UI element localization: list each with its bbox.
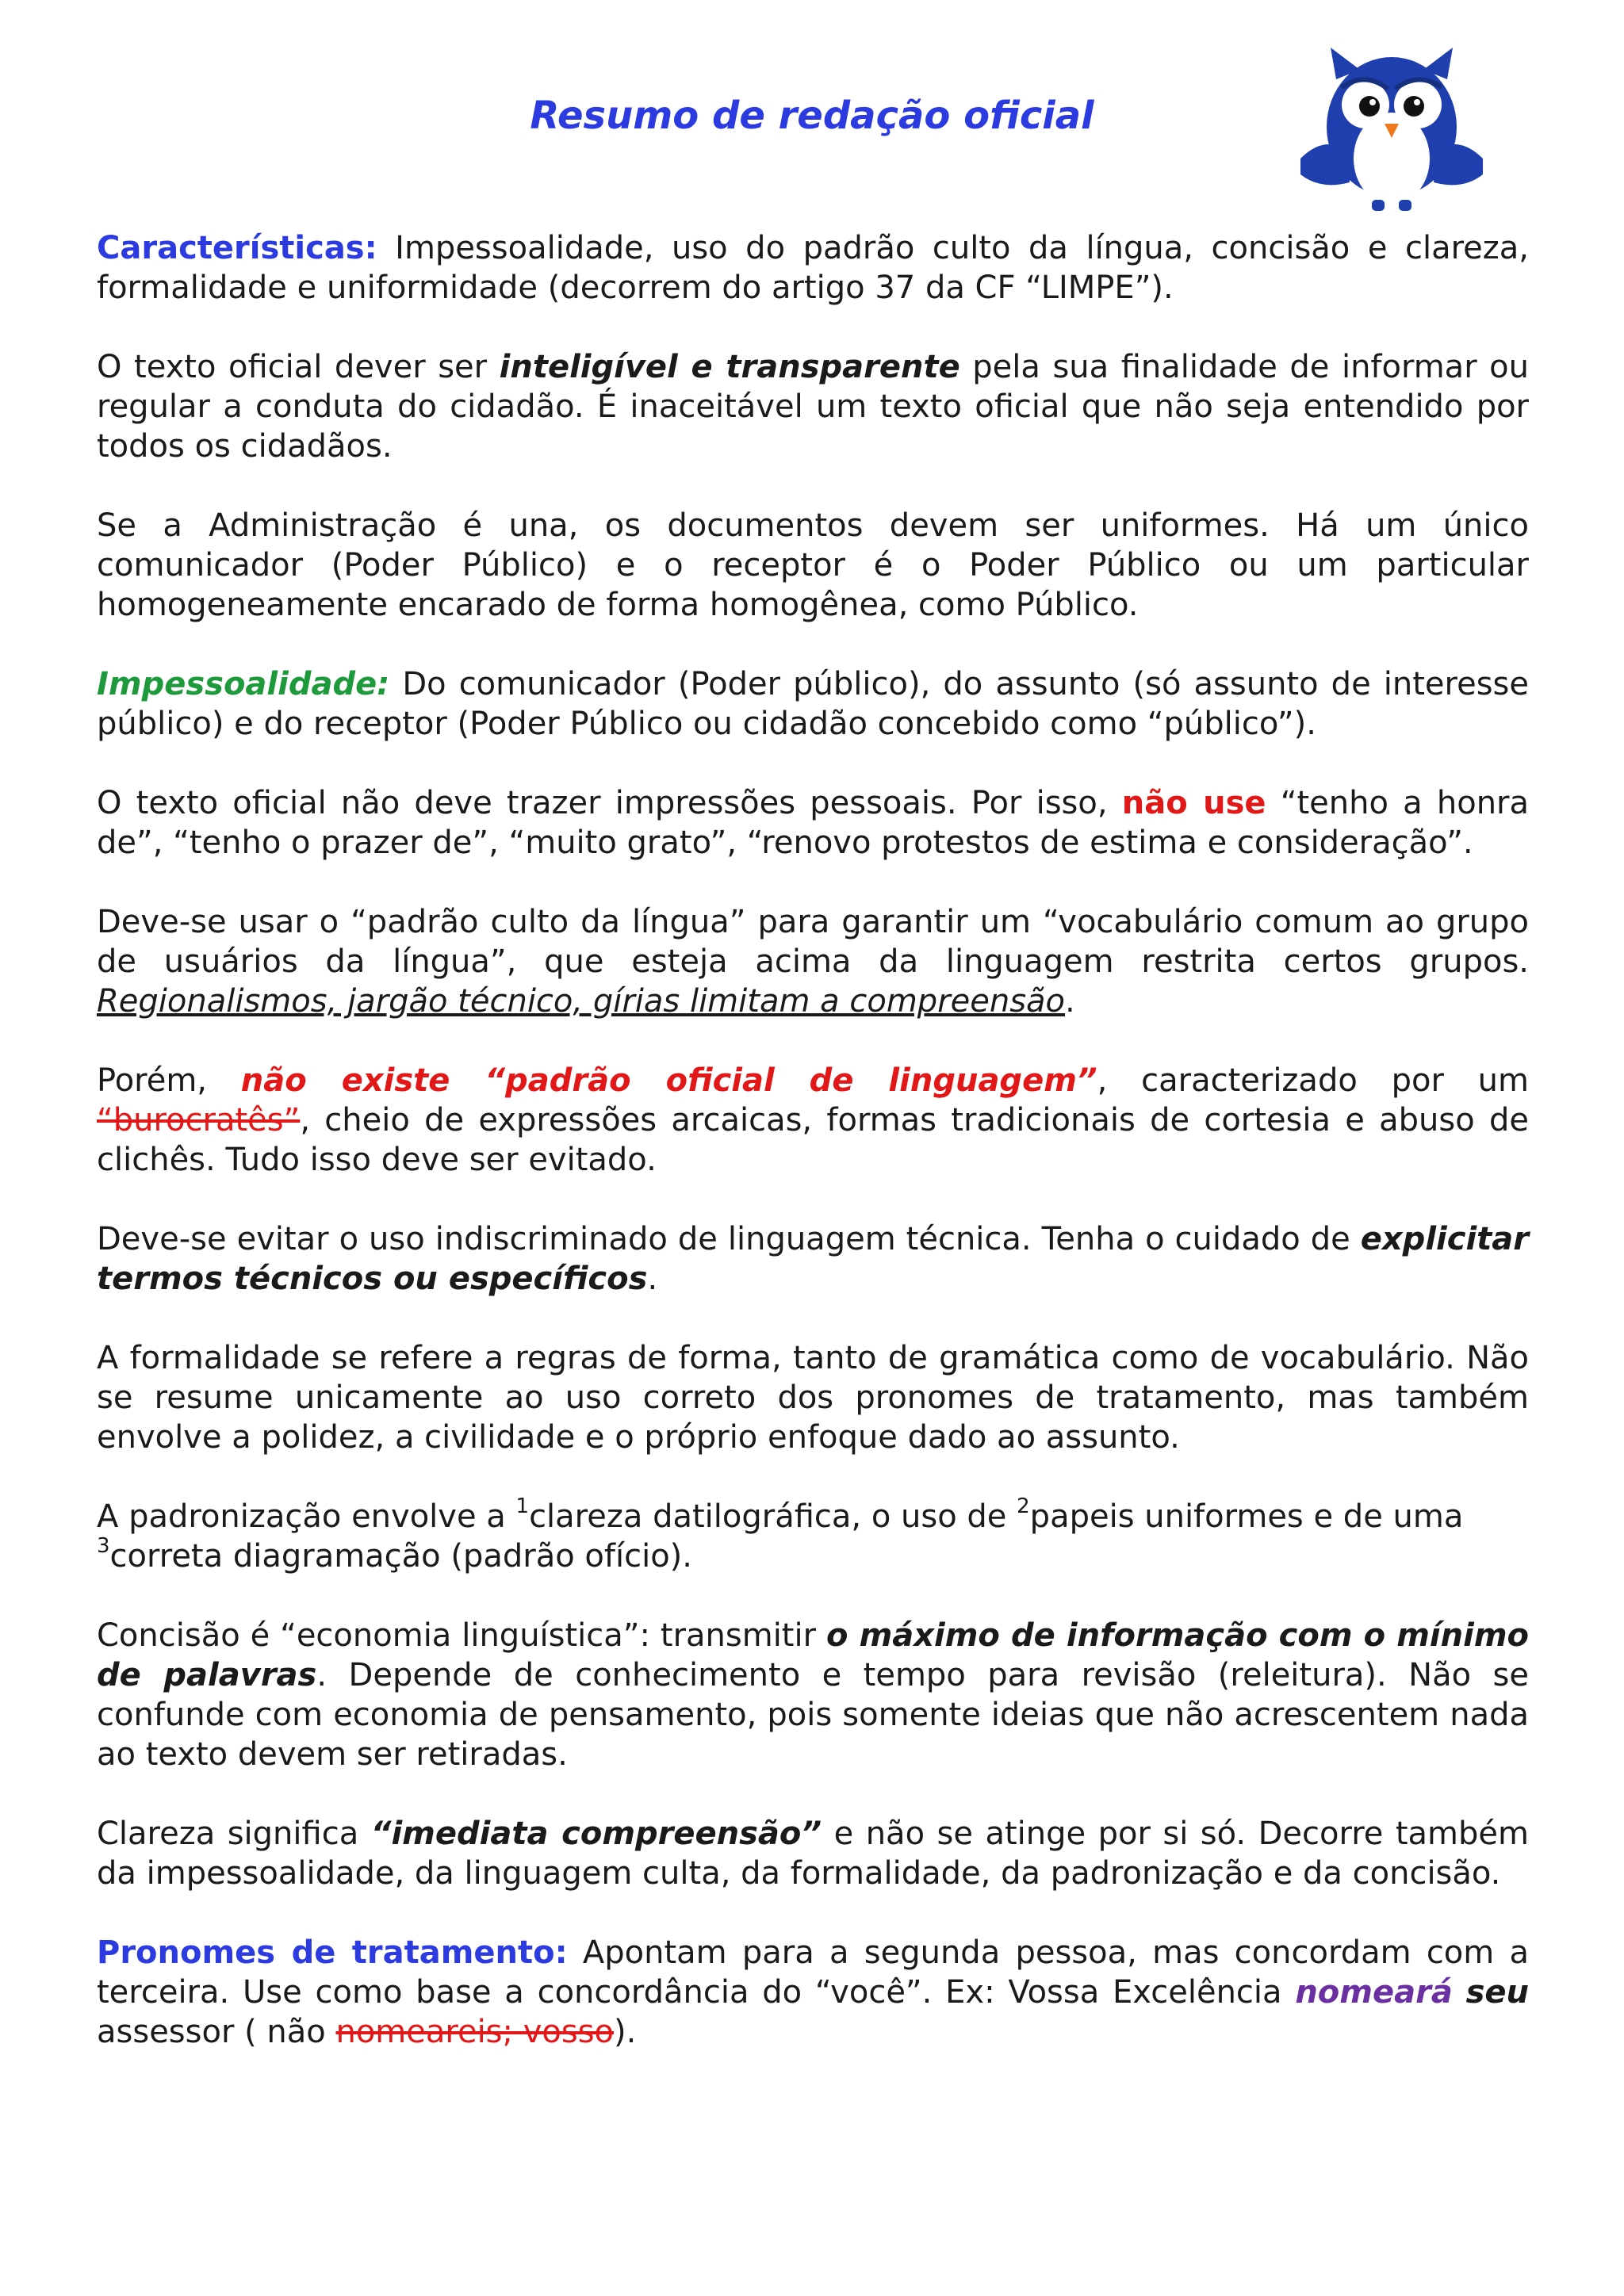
paragraph-formalidade — [97, 1338, 1529, 1457]
paragraph-administracao — [97, 506, 1529, 625]
paragraph-text: Clareza significa — [97, 1816, 371, 1852]
highlight-text: nomeará — [1295, 1974, 1453, 2011]
struck-text: “burocratês” — [97, 1102, 301, 1138]
paragraph-text: “tenho a honra de”, “tenho o prazer de”, “muito grato”, “renovo protestos de estima e consideração”. — [97, 785, 1529, 861]
paragraph-text: . — [647, 1261, 658, 1297]
paragraph-text: , cheio de expressões arcaicas, formas tradicionais de cortesia e abuso de clichês. Tudo isso deve ser evitado. — [97, 1102, 1529, 1178]
document-body — [97, 228, 1529, 2091]
paragraph-text: correta diagramação (padrão ofício). — [109, 1538, 692, 1575]
paragraph-text: ). — [614, 2014, 637, 2050]
owl-icon — [1293, 48, 1491, 218]
paragraph-text: . — [1065, 983, 1075, 1020]
paragraph-text: Se a Administração é una, os documentos devem ser uniformes. Há um único comunicador (Poder Público) e o receptor é o Poder Público ou um particular homogeneamente encarado de forma homogênea, como Público. — [97, 507, 1529, 623]
paragraph-text: , caracterizado por um — [1097, 1062, 1529, 1099]
paragraph-inteligivel — [97, 347, 1529, 466]
paragraph-concisao — [97, 1616, 1529, 1774]
paragraph-text — [1453, 1974, 1466, 2011]
superscript: 1 — [515, 1494, 530, 1518]
superscript: 2 — [1017, 1494, 1030, 1518]
emphasis-text: seu — [1465, 1974, 1530, 2011]
paragraph-text: Porém, — [97, 1062, 241, 1099]
warning-text: não use — [1121, 785, 1266, 821]
paragraph-text: Concisão é “economia linguística”: transmitir — [97, 1617, 826, 1654]
paragraph-text: O texto oficial dever ser — [97, 349, 500, 385]
superscript: 3 — [97, 1534, 110, 1558]
paragraph-text: assessor ( não — [97, 2014, 336, 2050]
struck-text: nomeareis; vosso — [335, 2014, 615, 2050]
section-label: Características: — [97, 230, 377, 266]
section-label: Impessoalidade: — [97, 666, 390, 702]
paragraph-text: papeis uniformes e de uma — [1029, 1498, 1464, 1535]
emphasis-text: “imediata compreensão” — [370, 1816, 822, 1852]
paragraph-text: A formalidade se refere a regras de forma, tanto de gramática como de vocabulário. Não se resume unicamente ao uso correto dos pronomes de tratamento, mas também envolve a polidez, a civilidade e o próprio enfoque dado ao assunto. — [97, 1340, 1529, 1456]
paragraph-impressoes — [97, 783, 1529, 863]
paragraph-text: clareza datilográfica, o uso de — [529, 1498, 1017, 1535]
paragraph-padrao-culto — [97, 902, 1529, 1021]
emphasis-text: inteligível e transparente — [499, 349, 960, 385]
paragraph-text: pela sua finalidade de informar ou regular a conduta do cidadão. É inaceitável um texto oficial que não seja entendido por todos os cidadãos. — [97, 349, 1530, 465]
paragraph-linguagem-tecnica — [97, 1219, 1529, 1299]
paragraph-text: Deve-se evitar o uso indiscriminado de linguagem técnica. Tenha o cuidado de — [97, 1221, 1361, 1257]
page-title: Resumo de redação oficial — [530, 94, 1094, 138]
paragraph-text: e não se atinge por si só. Decorre também da impessoalidade, da linguagem culta, da formalidade, da padronização e da concisão. — [97, 1816, 1529, 1892]
paragraph-caracteristicas — [97, 228, 1529, 308]
paragraph-text: Do comunicador (Poder público), do assunto (só assunto de interesse público) e do receptor (Poder Público ou cidadão concebido como “público”). — [97, 666, 1529, 742]
paragraph-impessoalidade — [97, 664, 1529, 744]
underlined-text: Regionalismos, jargão técnico, gírias limitam a compreensão — [97, 983, 1066, 1020]
emphasis-text: o máximo de informação com o mínimo de palavras — [97, 1617, 1529, 1693]
paragraph-clareza — [97, 1814, 1529, 1893]
section-label: Pronomes de tratamento: — [97, 1934, 568, 1971]
warning-text: não existe “padrão oficial de linguagem” — [240, 1062, 1097, 1099]
emphasis-text: explicitar termos técnicos ou específicos — [97, 1221, 1529, 1297]
paragraph-padronizacao — [97, 1494, 1529, 1576]
paragraph-text: A padronização envolve a — [97, 1498, 516, 1535]
paragraph-burocrates — [97, 1061, 1529, 1180]
paragraph-text: Apontam para a segunda pessoa, mas concordam com a terceira. Use como base a concordância do “você”. Ex: Vossa Excelência — [97, 1934, 1530, 2011]
paragraph-text: Impessoalidade, uso do padrão culto da língua, concisão e clareza, formalidade e uniformidade (decorrem do artigo 37 da CF “LIMPE”). — [97, 230, 1529, 306]
paragraph-text: . Depende de conhecimento e tempo para revisão (releitura). Não se confunde com economia de pensamento, pois somente ideias que não acrescentem nada ao texto devem ser retiradas. — [97, 1657, 1529, 1773]
paragraph-text: O texto oficial não deve trazer impressões pessoais. Por isso, — [97, 785, 1122, 821]
paragraph-pronomes — [97, 1933, 1529, 2052]
paragraph-text: Deve-se usar o “padrão culto da língua” para garantir um “vocabulário comum ao grupo de usuários da língua”, que esteja acima da linguagem restrita certos grupos. — [97, 904, 1529, 980]
